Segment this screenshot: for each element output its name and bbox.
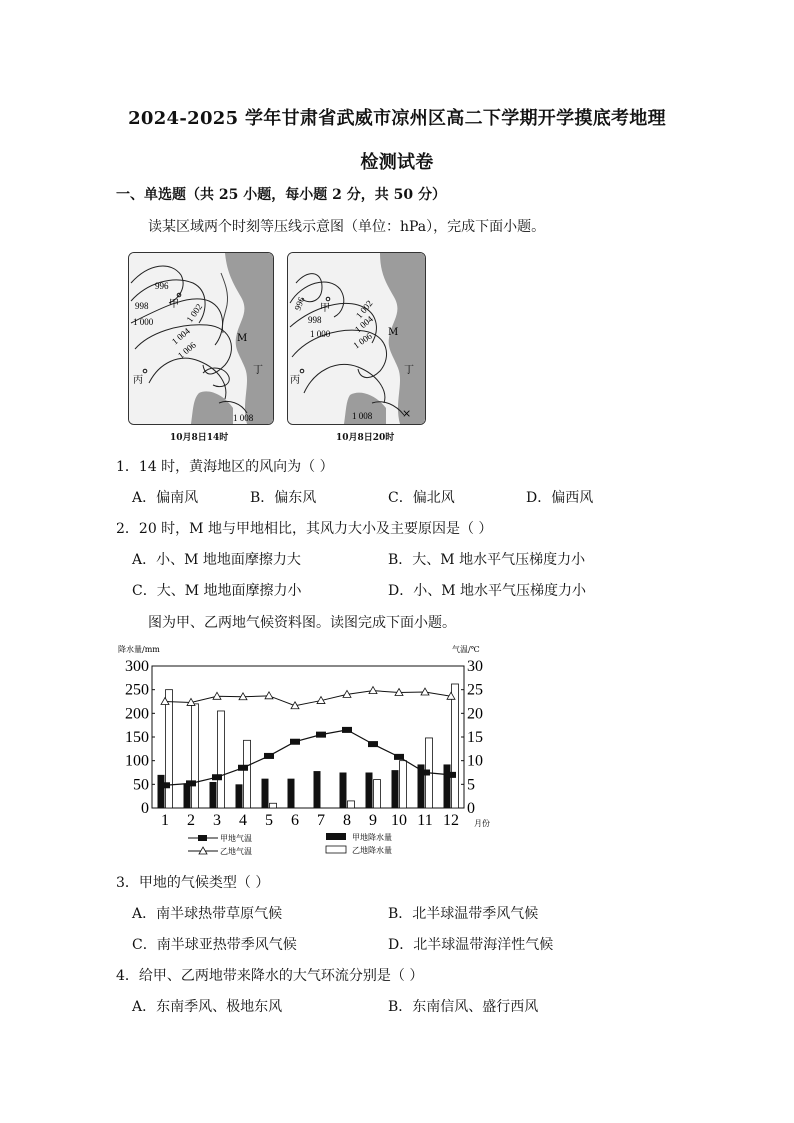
q2-option-a[interactable]: A．小、M 地地面摩擦力大 <box>132 552 301 568</box>
chart-month-tick: 7 <box>317 812 325 829</box>
point-jia-temp <box>264 753 274 759</box>
bar-jia-precip <box>288 779 295 808</box>
bar-jia-precip <box>366 773 373 809</box>
intro-maps: 读某区域两个时刻等压线示意图（单位：hPa），完成下面小题。 <box>148 219 546 235</box>
chart-left-axis-label: 降水量/mm <box>118 645 160 654</box>
q3-option-a[interactable]: A．南半球热带草原气候 <box>132 906 283 922</box>
bar-jia-precip <box>210 782 217 808</box>
point-jia-temp <box>446 772 456 778</box>
point-jia-temp <box>342 727 352 733</box>
map14-label-bing: 丙 <box>133 375 143 386</box>
line-yi-temp <box>165 691 451 706</box>
chart-month-tick: 4 <box>239 812 247 829</box>
point-jia-temp <box>368 741 378 747</box>
legend-jia-temp-marker <box>198 835 207 841</box>
doc-title-line2: 检测试卷 <box>360 152 434 173</box>
bar-jia-precip <box>262 779 269 808</box>
q3-option-d[interactable]: D．北半球温带海洋性气候 <box>388 937 554 953</box>
isobar-map-20h <box>287 252 426 425</box>
map14-label-1002: 1 002 <box>184 301 205 325</box>
chart-right-tick: 20 <box>467 705 483 723</box>
chart-left-tick: 150 <box>125 729 149 746</box>
map20-label-1006: 1 006 <box>351 330 374 351</box>
section-heading: 一、单选题（共 25 小题，每小题 2 分，共 50 分） <box>116 187 446 203</box>
bar-yi-precip <box>348 801 355 808</box>
bar-yi-precip <box>218 711 225 808</box>
point-jia-temp <box>316 732 326 738</box>
legend-yi-temp: 乙地气温 <box>220 847 252 856</box>
legend-jia-precip: 甲地降水量 <box>352 833 392 842</box>
isobar-map-14h <box>128 252 274 425</box>
bar-yi-precip <box>270 803 277 808</box>
q1-option-d[interactable]: D．偏西风 <box>526 490 594 506</box>
chart-right-tick: 25 <box>467 681 483 699</box>
bar-yi-precip <box>166 690 173 808</box>
map14-caption: 10月8日14时 <box>170 433 229 443</box>
point-jia-temp <box>212 774 222 780</box>
map20-label-1002: 1 002 <box>353 298 375 321</box>
point-yi-temp <box>213 692 221 699</box>
map20-label-jia: 甲 <box>320 303 330 314</box>
q2-option-c[interactable]: C．大、M 地地面摩擦力小 <box>132 583 302 599</box>
bar-yi-precip <box>192 704 199 808</box>
q1-option-b[interactable]: B．偏东风 <box>250 490 317 506</box>
legend-yi-precip: 乙地降水量 <box>352 846 392 855</box>
chart-left-tick: 300 <box>125 658 149 675</box>
point-jia-temp <box>420 770 430 776</box>
q1-option-a[interactable]: A．偏南风 <box>132 490 199 506</box>
map14-label-996: 996 <box>155 281 169 291</box>
map20-label-ding: 丁 <box>404 365 414 376</box>
map14-label-1000: 1 000 <box>133 317 154 327</box>
chart-month-tick: 11 <box>417 812 433 829</box>
chart-right-axis-label: 气温/℃ <box>452 645 480 654</box>
bar-jia-precip <box>392 770 399 808</box>
bar-jia-precip <box>184 783 191 808</box>
bar-yi-precip <box>400 761 407 808</box>
chart-left-tick: 50 <box>133 776 149 794</box>
chart-right-tick: 30 <box>467 658 483 675</box>
climate-chart <box>118 642 498 862</box>
intro-climate: 图为甲、乙两地气候资料图。读图完成下面小题。 <box>148 615 456 631</box>
q2-stem: 2．20 时，M 地与甲地相比，其风力大小及主要原因是（ ） <box>116 521 493 537</box>
chart-month-tick: 10 <box>391 812 407 829</box>
chart-right-tick: 5 <box>467 776 475 794</box>
bar-jia-precip <box>236 784 243 808</box>
map20-label-1000: 1 000 <box>310 329 331 339</box>
chart-month-tick: 9 <box>369 812 377 829</box>
doc-title-line1: 2024-2025 学年甘肃省武威市凉州区高二下学期开学摸底考地理 <box>128 108 666 129</box>
map14-label-ding: 丁 <box>253 365 263 376</box>
point-jia-temp <box>186 780 196 786</box>
map14-label-jia: 甲 <box>169 299 179 310</box>
map20-caption: 10月8日20时 <box>336 433 395 443</box>
map20-label-1008: 1 008 <box>352 411 373 421</box>
chart-right-tick: 15 <box>467 729 483 746</box>
map20-label-1004: 1 004 <box>352 313 375 335</box>
map14-label-1006: 1 006 <box>175 339 198 361</box>
bar-jia-precip <box>314 771 321 808</box>
q2-option-b[interactable]: B．大、M 地水平气压梯度力小 <box>388 552 586 568</box>
bar-yi-precip <box>244 740 251 808</box>
point-jia-temp <box>290 739 300 745</box>
q4-stem: 4．给甲、乙两地带来降水的大气环流分别是（ ） <box>116 968 424 984</box>
chart-left-tick: 250 <box>125 681 149 699</box>
legend-yi-precip-marker <box>326 846 346 853</box>
bar-yi-precip <box>452 684 459 808</box>
q3-option-b[interactable]: B．北半球温带季风气候 <box>388 906 539 922</box>
map14-label-1004: 1 004 <box>169 325 192 347</box>
map20-label-bing: 丙 <box>290 375 300 386</box>
point-yi-temp <box>421 688 429 695</box>
chart-month-tick: 3 <box>213 812 221 829</box>
q1-stem: 1．14 时，黄海地区的风向为（ ） <box>116 459 334 475</box>
q3-option-c[interactable]: C．南半球亚热带季风气候 <box>132 937 297 953</box>
q1-option-c[interactable]: C．偏北风 <box>388 490 455 506</box>
chart-right-tick: 0 <box>467 800 475 817</box>
chart-month-tick: 5 <box>265 812 273 829</box>
point-yi-temp <box>265 692 273 699</box>
q4-option-a[interactable]: A．东南季风、极地东风 <box>132 999 283 1015</box>
chart-left-tick: 100 <box>125 752 149 770</box>
map14-label-1008: 1 008 <box>233 413 254 423</box>
bar-yi-precip <box>374 780 381 808</box>
q3-stem: 3．甲地的气候类型（ ） <box>116 875 270 891</box>
chart-month-label: 月份 <box>474 819 490 828</box>
point-yi-temp <box>369 687 377 694</box>
q4-option-b[interactable]: B．东南信风、盛行西风 <box>388 999 539 1015</box>
map14-label-998: 998 <box>135 301 149 311</box>
chart-month-tick: 8 <box>343 812 351 829</box>
map14-label-m: M <box>237 333 248 344</box>
legend-jia-temp: 甲地气温 <box>220 834 252 843</box>
legend-jia-precip-marker <box>326 833 346 840</box>
chart-month-tick: 1 <box>161 812 169 829</box>
chart-month-tick: 2 <box>187 812 195 829</box>
q2-option-d[interactable]: D．小、M 地水平气压梯度力小 <box>388 583 587 599</box>
point-jia-temp <box>394 754 404 760</box>
map20-label-998: 998 <box>308 315 322 325</box>
map20-label-m: M <box>388 327 399 338</box>
chart-left-tick: 200 <box>125 705 149 723</box>
bar-jia-precip <box>340 773 347 809</box>
chart-left-tick: 0 <box>141 800 149 817</box>
map20-label-996: 996 <box>292 295 307 312</box>
bar-jia-precip <box>158 775 165 808</box>
map20-cross-mark: × <box>402 407 412 420</box>
chart-month-tick: 6 <box>291 812 299 829</box>
line-jia-temp <box>165 730 451 785</box>
point-jia-temp <box>160 782 170 788</box>
point-jia-temp <box>238 765 248 771</box>
chart-month-tick: 12 <box>443 812 459 829</box>
bar-jia-precip <box>444 764 451 808</box>
chart-right-tick: 10 <box>467 752 483 770</box>
